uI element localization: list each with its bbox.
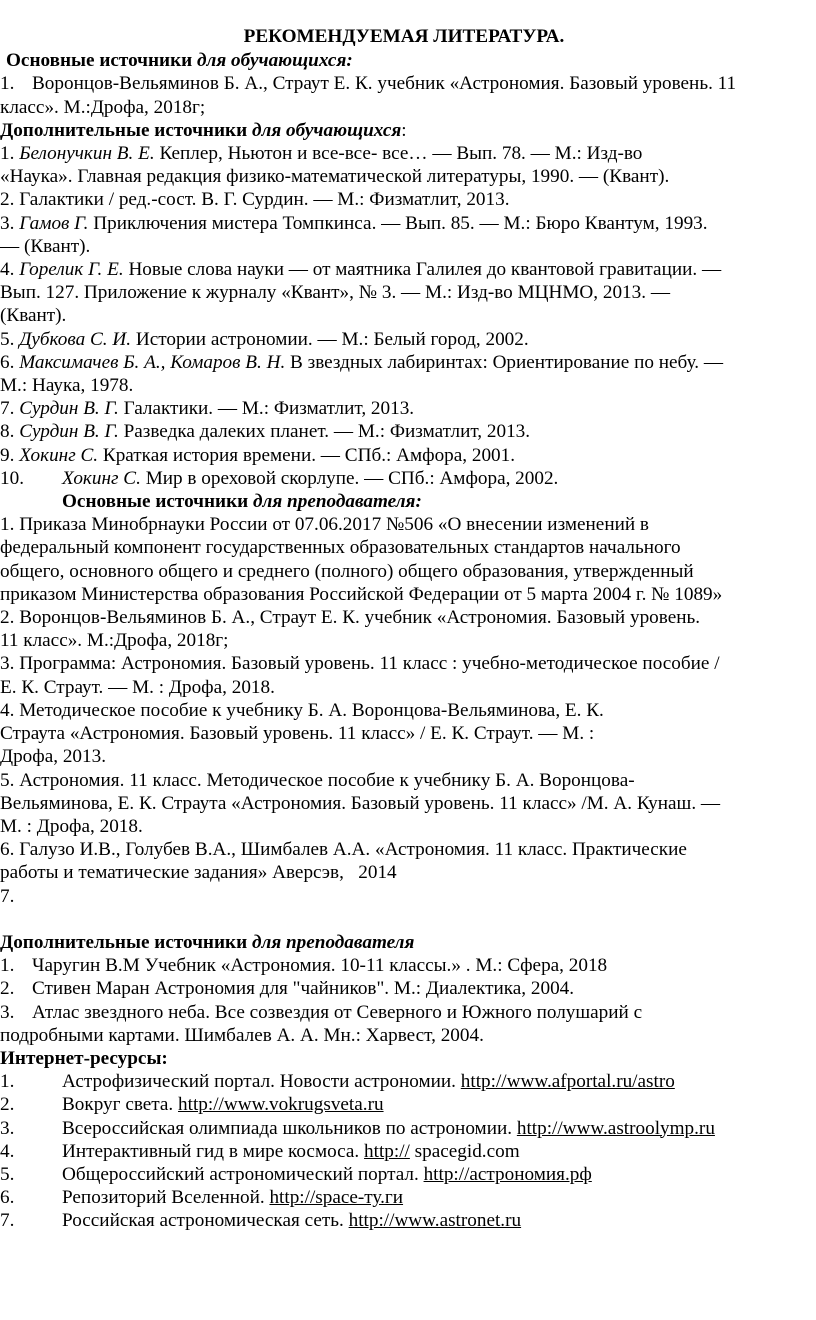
item-text: Общероссийский астрономический портал. — [62, 1163, 424, 1185]
heading-bold: Основные источники — [6, 50, 193, 72]
item-text: Приказа Минобрнауки России от 07.06.2017 №506 «О внесении изменений в — [19, 514, 649, 536]
item-number: 7. — [0, 398, 15, 420]
item-number: 5. — [0, 769, 15, 791]
item-text: Мир в ореховой скорлупе. — СПб.: Амфора, 2002. — [140, 467, 559, 489]
item-number: 6. — [0, 351, 15, 373]
list-item-cont: класс». М.:Дрофа, 2018г; — [0, 96, 206, 118]
item-number: 1. — [0, 73, 15, 95]
list-item-cont: М. : Дрофа, 2018. — [0, 815, 143, 837]
item-text: Краткая история времени. — СПб.: Амфора, 2001. — [98, 444, 516, 466]
list-item-cont: «Наука». Главная редакция физико-математической литературы, 1990. — (Квант). — [0, 166, 670, 188]
item-text: Кеплер, Ньютон и все-все- все… — Вып. 78. — М.: Изд-во — [154, 143, 643, 165]
item-number: 9. — [0, 444, 15, 466]
list-item-cont: (Квант). — [0, 305, 67, 327]
heading-italic: для обучающихся: — [197, 50, 353, 72]
list-item — [0, 699, 808, 722]
list-item — [0, 258, 808, 281]
heading-tail: : — [401, 119, 407, 141]
section-heading-extra-students — [0, 119, 808, 142]
item-number: 1. — [0, 955, 15, 977]
item-text: Программа: Астрономия. Базовый уровень. 11 класс : учебно-методическое пособие / — [19, 653, 720, 675]
heading-italic: для преподавателя — [251, 931, 415, 953]
item-number: 4. — [0, 1140, 15, 1162]
item-text: Астрономия. 11 класс. Методическое пособие к учебнику Б. А. Воронцова- — [19, 769, 635, 791]
resource-link[interactable]: http://www.astronet.ru — [348, 1210, 522, 1232]
item-text: Галузо И.В., Голубев В.А., Шимбалев А.А. «Астрономия. 11 класс. Практические — [19, 839, 687, 861]
list-item — [0, 467, 808, 490]
heading-italic: для обучающихся — [251, 119, 402, 141]
item-number: 7. — [0, 1210, 15, 1232]
list-item-cont: подробными картами. Шимбалев А. А. Мн.: Харвест, 2004. — [0, 1024, 484, 1046]
resource-item — [0, 1186, 808, 1209]
list-item — [0, 977, 808, 1000]
item-author: Максимачев Б. А., Комаров В. Н. — [19, 351, 286, 373]
resource-link[interactable]: http:// — [364, 1140, 410, 1162]
item-text: Репозиторий Вселенной. — [62, 1187, 270, 1209]
list-item — [0, 351, 808, 374]
list-item-cont: Дрофа, 2013. — [0, 746, 106, 768]
item-text: Стивен Маран Астрономия для "чайников". М.: Диалектика, 2004. — [32, 978, 575, 1000]
list-item-cont: федеральный компонент государственных образовательных стандартов начального — [0, 537, 681, 559]
item-author: Сурдин В. Г. — [19, 421, 119, 443]
item-text: Разведка далеких планет. — М.: Физматлит, 2013. — [118, 421, 531, 443]
item-text: В звездных лабиринтах: Ориентирование по небу. — — [285, 351, 724, 373]
item-number: 4. — [0, 259, 15, 281]
item-author: Гамов Г. — [19, 212, 89, 234]
resource-item — [0, 1093, 808, 1116]
item-text: Приключения мистера Томпкинса. — Вып. 85. — М.: Бюро Квантум, 1993. — [88, 212, 708, 234]
blank-line — [0, 908, 808, 931]
heading-bold: Дополнительные источники — [0, 119, 248, 141]
item-number: 6. — [0, 1187, 15, 1209]
list-item — [0, 838, 808, 861]
item-text: Воронцов-Вельяминов Б. А., Страут Е. К. учебник «Астрономия. Базовый уровень. 11 — [32, 73, 737, 95]
item-text: Новые слова науки — от маятника Галилея до квантовой гравитации. — — [123, 259, 722, 281]
list-item — [0, 420, 808, 443]
item-number: 1. — [0, 143, 15, 165]
item-text: Интерактивный гид в мире космоса. — [62, 1140, 365, 1162]
list-item-cont: — (Квант). — [0, 235, 91, 257]
list-item — [0, 1001, 808, 1024]
item-text: Чаругин В.М Учебник «Астрономия. 10-11 классы.» . М.: Сфера, 2018 — [32, 955, 608, 977]
section-heading-extra-teachers — [0, 931, 808, 954]
list-item — [0, 212, 808, 235]
item-text: Российская астрономическая сеть. — [62, 1210, 349, 1232]
resource-link[interactable]: http://www.vokrugsveta.ru — [178, 1094, 384, 1116]
item-text: Воронцов-Вельяминов Б. А., Страут Е. К. учебник «Астрономия. Базовый уровень. — [19, 607, 701, 629]
item-text: Всероссийская олимпиада школьников по астрономии. — [62, 1117, 517, 1139]
list-item-cont: Е. К. Страут. — М. : Дрофа, 2018. — [0, 676, 275, 698]
item-number: 3. — [0, 653, 15, 675]
item-text: Астрофизический портал. Новости астрономии. — [62, 1071, 461, 1093]
section-heading-main-teachers — [0, 490, 808, 513]
item-number: 3. — [0, 1117, 15, 1139]
item-number: 2. — [0, 1094, 15, 1116]
list-item — [0, 72, 808, 95]
item-author: Дубкова С. И. — [19, 328, 132, 350]
item-number: 2. — [0, 978, 15, 1000]
list-item-cont: 11 класс». М.:Дрофа, 2018г; — [0, 630, 229, 652]
list-item-cont: М.: Наука, 1978. — [0, 375, 134, 397]
resource-item — [0, 1163, 808, 1186]
item-text: Вокруг света. — [62, 1094, 179, 1116]
list-item-cont: Страута «Астрономия. Базовый уровень. 11 класс» / Е. К. Страут. — М. : — [0, 723, 595, 745]
item-number: 8. — [0, 421, 15, 443]
list-item — [0, 328, 808, 351]
heading-italic: для преподавателя: — [253, 491, 422, 513]
list-item — [0, 513, 808, 536]
list-item — [0, 769, 808, 792]
item-text: Методическое пособие к учебнику Б. А. Воронцова-Вельяминова, Е. К. — [19, 699, 604, 721]
list-item-cont: Вельяминова, Е. К. Страута «Астрономия. Базовый уровень. 11 класс» /М. А. Кунаш. — — [0, 792, 721, 814]
item-author: Хокинг С. — [62, 467, 141, 489]
item-number: 5. — [0, 1163, 15, 1185]
list-item-cont: приказом Министерства образования Российской Федерации от 5 марта 2004 г. № 1089» — [0, 583, 723, 605]
resource-link[interactable]: http://space-ту.ги — [269, 1187, 404, 1209]
item-number: 10. — [0, 467, 24, 489]
section-heading-main-students — [0, 49, 808, 72]
item-number: 2. — [0, 189, 15, 211]
resource-item — [0, 1140, 808, 1163]
item-author: Белонучкин В. Е. — [19, 143, 155, 165]
resource-item — [0, 1117, 808, 1140]
list-item — [0, 142, 808, 165]
item-author: Сурдин В. Г. — [19, 398, 119, 420]
item-tail: spacegid.com — [409, 1140, 520, 1162]
page-title: РЕКОМЕНДУЕМАЯ ЛИТЕРАТУРА. — [243, 26, 565, 47]
resource-link[interactable]: http://www.afportal.ru/astro — [460, 1071, 675, 1093]
internet-resources-list — [0, 1070, 808, 1232]
document-page — [0, 25, 808, 1233]
item-text: Галактики. — М.: Физматлит, 2013. — [118, 398, 415, 420]
item-number: 6. — [0, 839, 15, 861]
list-item — [0, 954, 808, 977]
resource-item — [0, 1209, 808, 1232]
item-number: 2. — [0, 607, 15, 629]
list-item — [0, 397, 808, 420]
heading-bold: Дополнительные источники — [0, 931, 248, 953]
list-item-cont: Вып. 127. Приложение к журналу «Квант», № 3. — М.: Изд-во МЦНМО, 2013. — — [0, 282, 671, 304]
section-heading-internet: Интернет-ресурсы: — [0, 1047, 168, 1069]
item-number: 1. — [0, 1071, 15, 1093]
list-item — [0, 188, 808, 211]
list-item: 7. — [0, 885, 15, 907]
item-number: 4. — [0, 699, 15, 721]
list-item — [0, 652, 808, 675]
resource-link[interactable]: http://www.astroolymp.ru — [516, 1117, 715, 1139]
heading-bold: Основные источники — [62, 491, 249, 513]
item-author: Горелик Г. Е. — [19, 259, 124, 281]
item-text: Истории астрономии. — М.: Белый город, 2002. — [131, 328, 529, 350]
resource-link[interactable]: http://астрономия.рф — [423, 1163, 592, 1185]
item-text: Галактики / ред.-сост. В. Г. Сурдин. — М.: Физматлит, 2013. — [19, 189, 510, 211]
item-text: Атлас звездного неба. Все созвездия от Северного и Южного полушарий с — [32, 1001, 643, 1023]
item-number: 3. — [0, 212, 15, 234]
item-author: Хокинг С. — [19, 444, 99, 466]
list-item-cont: работы и тематические задания» Аверсэв, 2014 — [0, 862, 397, 884]
item-number: 3. — [0, 1001, 15, 1023]
item-number: 5. — [0, 328, 15, 350]
list-item-cont: общего, основного общего и среднего (полного) общего образования, утвержденный — [0, 560, 694, 582]
item-number: 1. — [0, 514, 15, 536]
list-item — [0, 606, 808, 629]
list-item — [0, 444, 808, 467]
resource-item — [0, 1070, 808, 1093]
